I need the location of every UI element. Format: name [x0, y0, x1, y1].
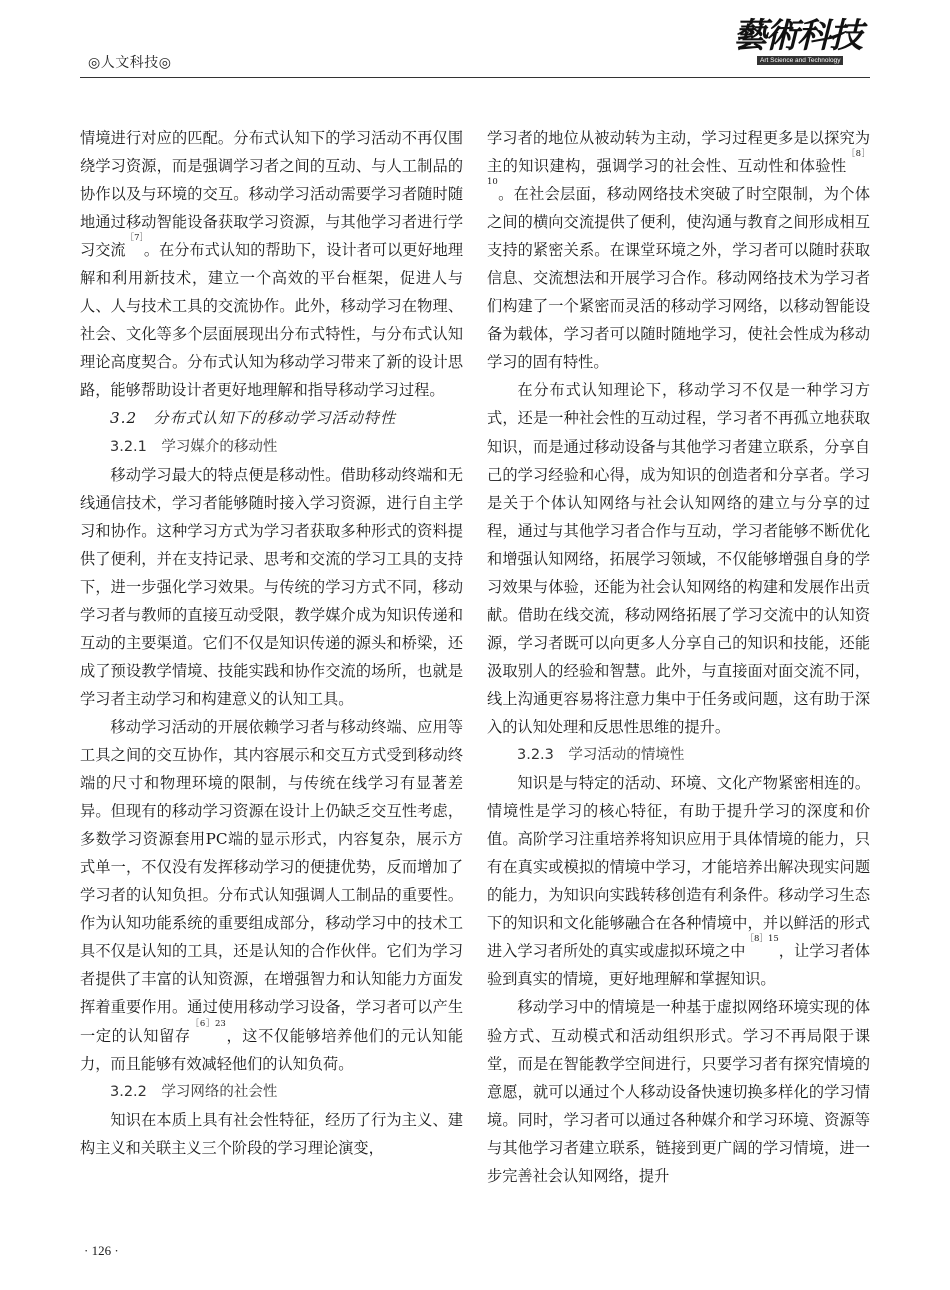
journal-logo	[733, 16, 868, 74]
subsection-heading: 3.2.2 学习网络的社会性	[110, 1083, 278, 1100]
section-heading: 3.2 分布式认知下的移动学习活动特性	[110, 409, 397, 428]
header-rule	[80, 77, 870, 78]
left-column	[80, 124, 463, 1162]
journal-logo-chinese: 藝術科技	[733, 16, 861, 56]
paragraph: 移动学习最大的特点便是移动性。借助移动终端和无线通信技术，学习者能够随时接入学习资源，进行自主学习和协作。这种学习方式为学习者获取多种形式的资料提供了便利，并在支持记录、思考和交流的学习工具的支持下，进一步强化学习效果。与传统的学习方式不同，移动学习者与教师的直接互动受限，教学媒介成为知识传递和互动的主要渠道。它们不仅是知识传递的源头和桥梁，还成了预设教学情境、技能实践和协作交流的场所，也就是学习者主动学习和构建意义的认知工具。	[80, 465, 463, 708]
paragraph: 情境进行对应的匹配。分布式认知下的学习活动不再仅围绕学习资源，而是强调学习者之间的互动、与人工制品的协作以及与环境的交互。移动学习活动需要学习者随时随地通过移动智能设备获取学习资源，与其他学习者进行学习交流$^{[7]}$。在分布式认知的帮助下，设计者可以更好地理解和利用新技术，建立一个高效的平台框架，促进人与人、人与技术工具的交流协作。此外，移动学习在物理、社会、文化等多个层面展现出分布式特性，与分布式认知理论高度契合。分布式认知为移动学习带来了新的设计思路，能够帮助设计者更好地理解和指导移动学习过程。	[80, 129, 464, 400]
paragraph: 移动学习中的情境是一种基于虚拟网络环境实现的体验方式、互动模式和活动组织形式。学习不再局限于课堂，而是在智能教学空间进行，只要学习者有探究情境的意愿，就可以通过个人移动设备快速切换多样化的学习情境。同时，学习者可以通过各种媒介和学习环境、资源等与其他学习者建立联系，链接到更广阔的学习情境，进一步完善社会认知网络，提升	[487, 998, 870, 1185]
section-label: ◎人文科技◎	[88, 55, 172, 71]
subsection-heading: 3.2.1 学习媒介的移动性	[110, 438, 278, 455]
paragraph: 在分布式认知理论下，移动学习不仅是一种学习方式，还是一种社会性的互动过程，学习者不再孤立地获取知识，而是通过移动设备与其他学习者建立联系，分享自己的学习经验和心得，成为知识的创造者和分享者。学习是关于个体认知网络与社会认知网络的建立与分享的过程，通过与其他学习者合作与互动，学习者能够不断优化和增强认知网络，拓展学习领域，不仅能够增强自身的学习效果与体验，还能为社会认知网络的构建和发展作出贡献。借助在线交流，移动网络拓展了学习交流中的认知资源，学习者既可以向更多人分享自己的知识和技能，还能汲取别人的经验和智慧。此外，与直接面对面交流不同，线上沟通更容易将注意力集中于任务或问题，这有助于深入的认知处理和反思性思维的提升。	[487, 381, 870, 736]
paragraph: 知识在本质上具有社会性特征，经历了行为主义、建构主义和关联主义三个阶段的学习理论演变，	[80, 1110, 463, 1157]
citation: ［8］10	[487, 149, 870, 188]
page-number: · 126 ·	[84, 1243, 119, 1258]
paragraph: 移动学习活动的开展依赖学习者与移动终端、应用等工具之间的交互协作，其内容展示和交互方式受到移动终端的尺寸和物理环境的限制，与传统在线学习有显著差异。但现有的移动学习资源在设计上仍缺乏交互性考虑，多数学习资源套用PC端的显示形式，内容复杂，展示方式单一，不仅没有发挥移动学习的便捷优势，反而增加了学习者的认知负担。分布式认知强调人工制品的重要性。作为认知功能系统的重要组成部分，移动学习中的技术工具不仅是认知的工具，还是认知的合作伙伴。它们为学习者提供了丰富的认知资源，在增强智力和认知能力方面发挥着重要作用。通过使用移动学习设备，学习者可以产生一定的认知留存$^{[6]23}$，这不仅能够培养他们的元认知能力，而且能够有效减轻他们的认知负荷。	[80, 717, 464, 1073]
right-column	[487, 124, 870, 1190]
citation: ［7］	[125, 233, 144, 244]
paragraph: 学习者的地位从被动转为主动，学习过程更多是以探究为主的知识建构，强调学习的社会性、互动性和体验性$^{[8]10}$。在社会层面，移动网络技术突破了时空限制，为个体之间的横向交流提供了便利，使沟通与教育之间形成相互支持的紧密关系。在课堂环境之外，学习者可以随时获取信息、交流想法和开展学习合作。移动网络技术为学习者们构建了一个紧密而灵活的移动学习网络，以移动智能设备为载体，学习者可以随时随地学习，使社会性成为移动学习的固有特性。	[487, 129, 870, 372]
citation: ［6］23	[190, 1018, 226, 1029]
paragraph: 知识是与特定的活动、环境、文化产物紧密相连的。情境性是学习的核心特征，有助于提升学习的深度和价值。高阶学习注重培养将知识应用于具体情境的能力，只有在真实或模拟的情境中学习，才能培养出解决现实问题的能力，为知识向实践转移创造有利条件。移动学习生态下的知识和文化能够融合在各种情境中，并以鲜活的形式进入学习者所处的真实或虚拟环境之中$^{[8]15}$，让学习者体验到真实的情境，更好地理解和掌握知识。	[487, 774, 870, 989]
citation: ［8］15	[745, 934, 779, 945]
subsection-heading: 3.2.3 学习活动的情境性	[517, 747, 685, 764]
page-header	[0, 0, 950, 80]
journal-logo-english: Art Science and Technology	[757, 56, 843, 65]
